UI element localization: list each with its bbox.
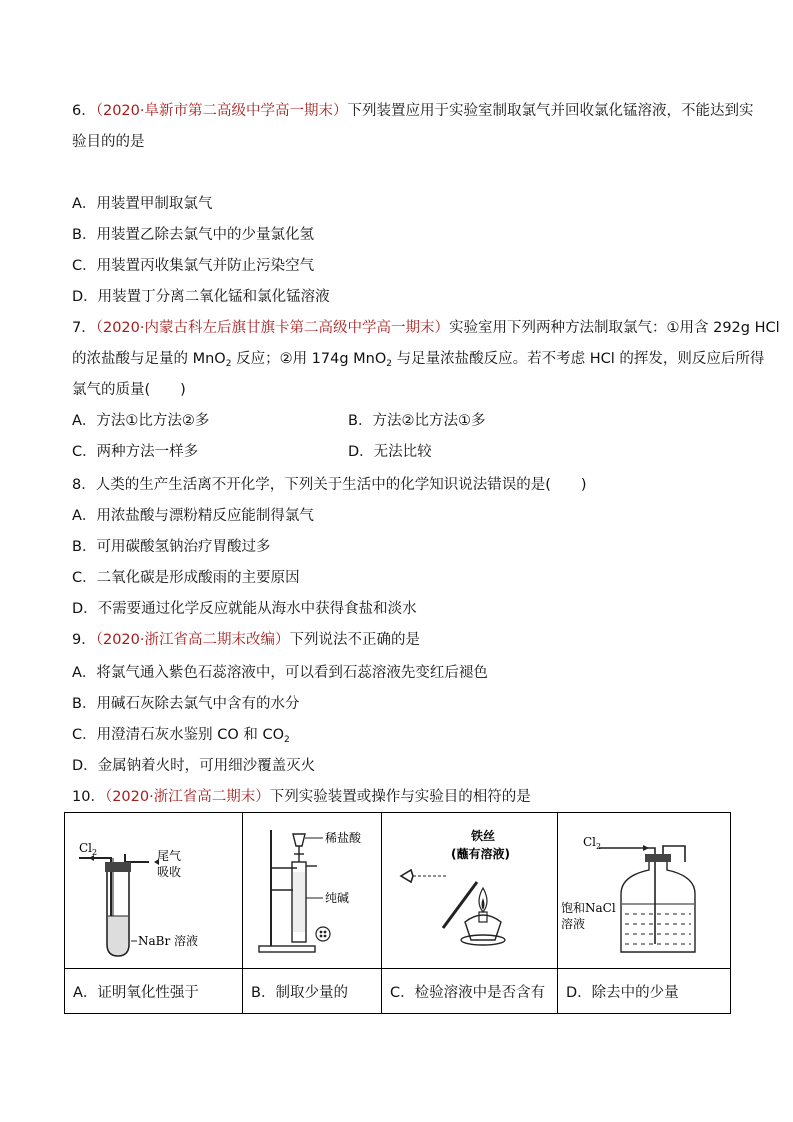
q10-figure-row [65,813,731,969]
q7-sub-2: 2 [386,359,393,369]
q9-option-d: D．金属钠着火时，可用细沙覆盖灭火 [72,758,316,774]
q10-figure-b-solid-label: 纯碱 [325,890,350,905]
q10-figure-d-liquid-label-1: 饱和NaCl [561,900,616,915]
q6-stem-part1: 下列装置应用于实验室制取氯气并回收氯化锰溶液，不能达到实 [347,103,754,119]
q6-source: （2020·阜新市第二高级中学高一期末） [95,103,348,119]
q10-figure-c-flame-test [385,816,555,966]
q7-stem-line2 [72,349,764,369]
q6-stem-line2: 验目的的是 [72,134,145,150]
q10-figure-a-cell [65,813,243,969]
q10-caption-a: A．证明氧化性强于 [65,969,243,1014]
q10-figure-a-outlet-label-2: 吸收 [156,864,181,879]
q7-option-c: C．两种方法一样多 [72,444,199,460]
q9-stem-text: 下列说法不正确的是 [289,632,420,648]
q7-stem-part3: 反应；②用 174g MnO [231,351,387,367]
q8-stem [72,475,587,495]
q10-figure-a-liquid-label: NaBr 溶液 [137,933,198,948]
q10-figure-d-liquid-label-2: 溶液 [561,916,586,931]
q7-option-b: B．方法②比方法①多 [348,413,486,429]
q7-sub-1: 2 [225,359,232,369]
q7-stem-part6: ) [180,382,186,398]
q8-option-c: C．二氧化碳是形成酸雨的主要原因 [72,570,300,586]
q8-option-d: D．不需要通过化学反应就能从海水中获得食盐和淡水 [72,601,417,617]
q7-stem-part4: 与足量浓盐酸反应。若不考虑 HCl 的挥发，则反应后所得 [392,351,765,367]
q10-caption-d: D．除去中的少量 [558,969,731,1014]
q10-stem [72,787,531,807]
q7-number: 7． [72,320,96,336]
q9-number: 9． [72,632,96,648]
q10-figure-b-stand-apparatus [245,816,379,966]
q10-figure-d-wash-bottle [559,816,729,966]
q7-stem-part1: 实验室用下列两种方法制取氯气：①用含 292g HCl [449,320,780,336]
q7-stem-line3 [72,380,186,400]
q10-figure-a-gas-label: $Cl_2$ [78,840,97,857]
q7-stem-part2: 的浓盐酸与足量的 MnO [72,351,226,367]
q10-figure-c-wire-label-1: 铁丝 [470,828,495,843]
q10-figure-c-cell [382,813,558,969]
q6-option-d: D．用装置丁分离二氧化锰和氯化锰溶液 [72,289,330,305]
q10-caption-row [65,969,731,1014]
q10-figure-d-cell [558,813,731,969]
q9-source: （2020·浙江省高二期末改编） [95,632,290,648]
q7-stem-part5: 氯气的质量( [72,382,151,398]
q9-stem [72,630,420,650]
q6-number: 6． [72,103,96,119]
q10-number: 10． [72,789,105,805]
q6-stem-line1 [72,101,754,121]
q10-figure-a-test-tube [69,816,239,966]
q9-option-b: B．用碱石灰除去氯气中含有的水分 [72,696,300,712]
q8-stem-text: 8．人类的生产生活离不开化学，下列关于生活中的化学知识说法错误的是( [72,477,551,493]
q9-option-c [72,725,290,745]
q7-option-d: D．无法比较 [348,444,432,460]
q7-stem-line1 [72,318,780,338]
q10-apparatus-table [64,812,731,1014]
q8-option-b: B．可用碳酸氢钠治疗胃酸过多 [72,539,271,555]
q8-option-a: A．用浓盐酸与漂粉精反应能制得氯气 [72,508,314,524]
q10-figure-b-cell [243,813,382,969]
q10-figure-b-acid-label: 稀盐酸 [325,830,362,845]
q9-option-c-sub: 2 [284,735,290,745]
q10-source: （2020·浙江省高二期末） [104,789,270,805]
q7-source: （2020·内蒙古科左后旗甘旗卡第二高级中学高一期末） [95,320,449,336]
q10-figure-a-outlet-label-1: 尾气 [156,848,181,863]
q6-option-a: A．用装置甲制取氯气 [72,196,213,212]
q6-option-b: B．用装置乙除去氯气中的少量氯化氢 [72,227,314,243]
q7-option-a: A．方法①比方法②多 [72,413,210,429]
q9-option-c-text: C．用澄清石灰水鉴别 CO 和 CO [72,727,285,743]
q8-stem-close: ) [580,477,587,493]
q6-option-c: C．用装置丙收集氯气并防止污染空气 [72,258,315,274]
q9-option-a: A．将氯气通入紫色石蕊溶液中，可以看到石蕊溶液先变红后褪色 [72,665,488,681]
q10-caption-c: C．检验溶液中是否含有 [382,969,558,1014]
q10-caption-b: B．制取少量的 [243,969,382,1014]
q10-stem-text: 下列实验装置或操作与实验目的相符的是 [269,789,531,805]
q10-figure-c-wire-label-2: (蘸有溶液) [450,846,510,861]
q10-figure-d-gas-label: $Cl_2$ [583,834,602,851]
